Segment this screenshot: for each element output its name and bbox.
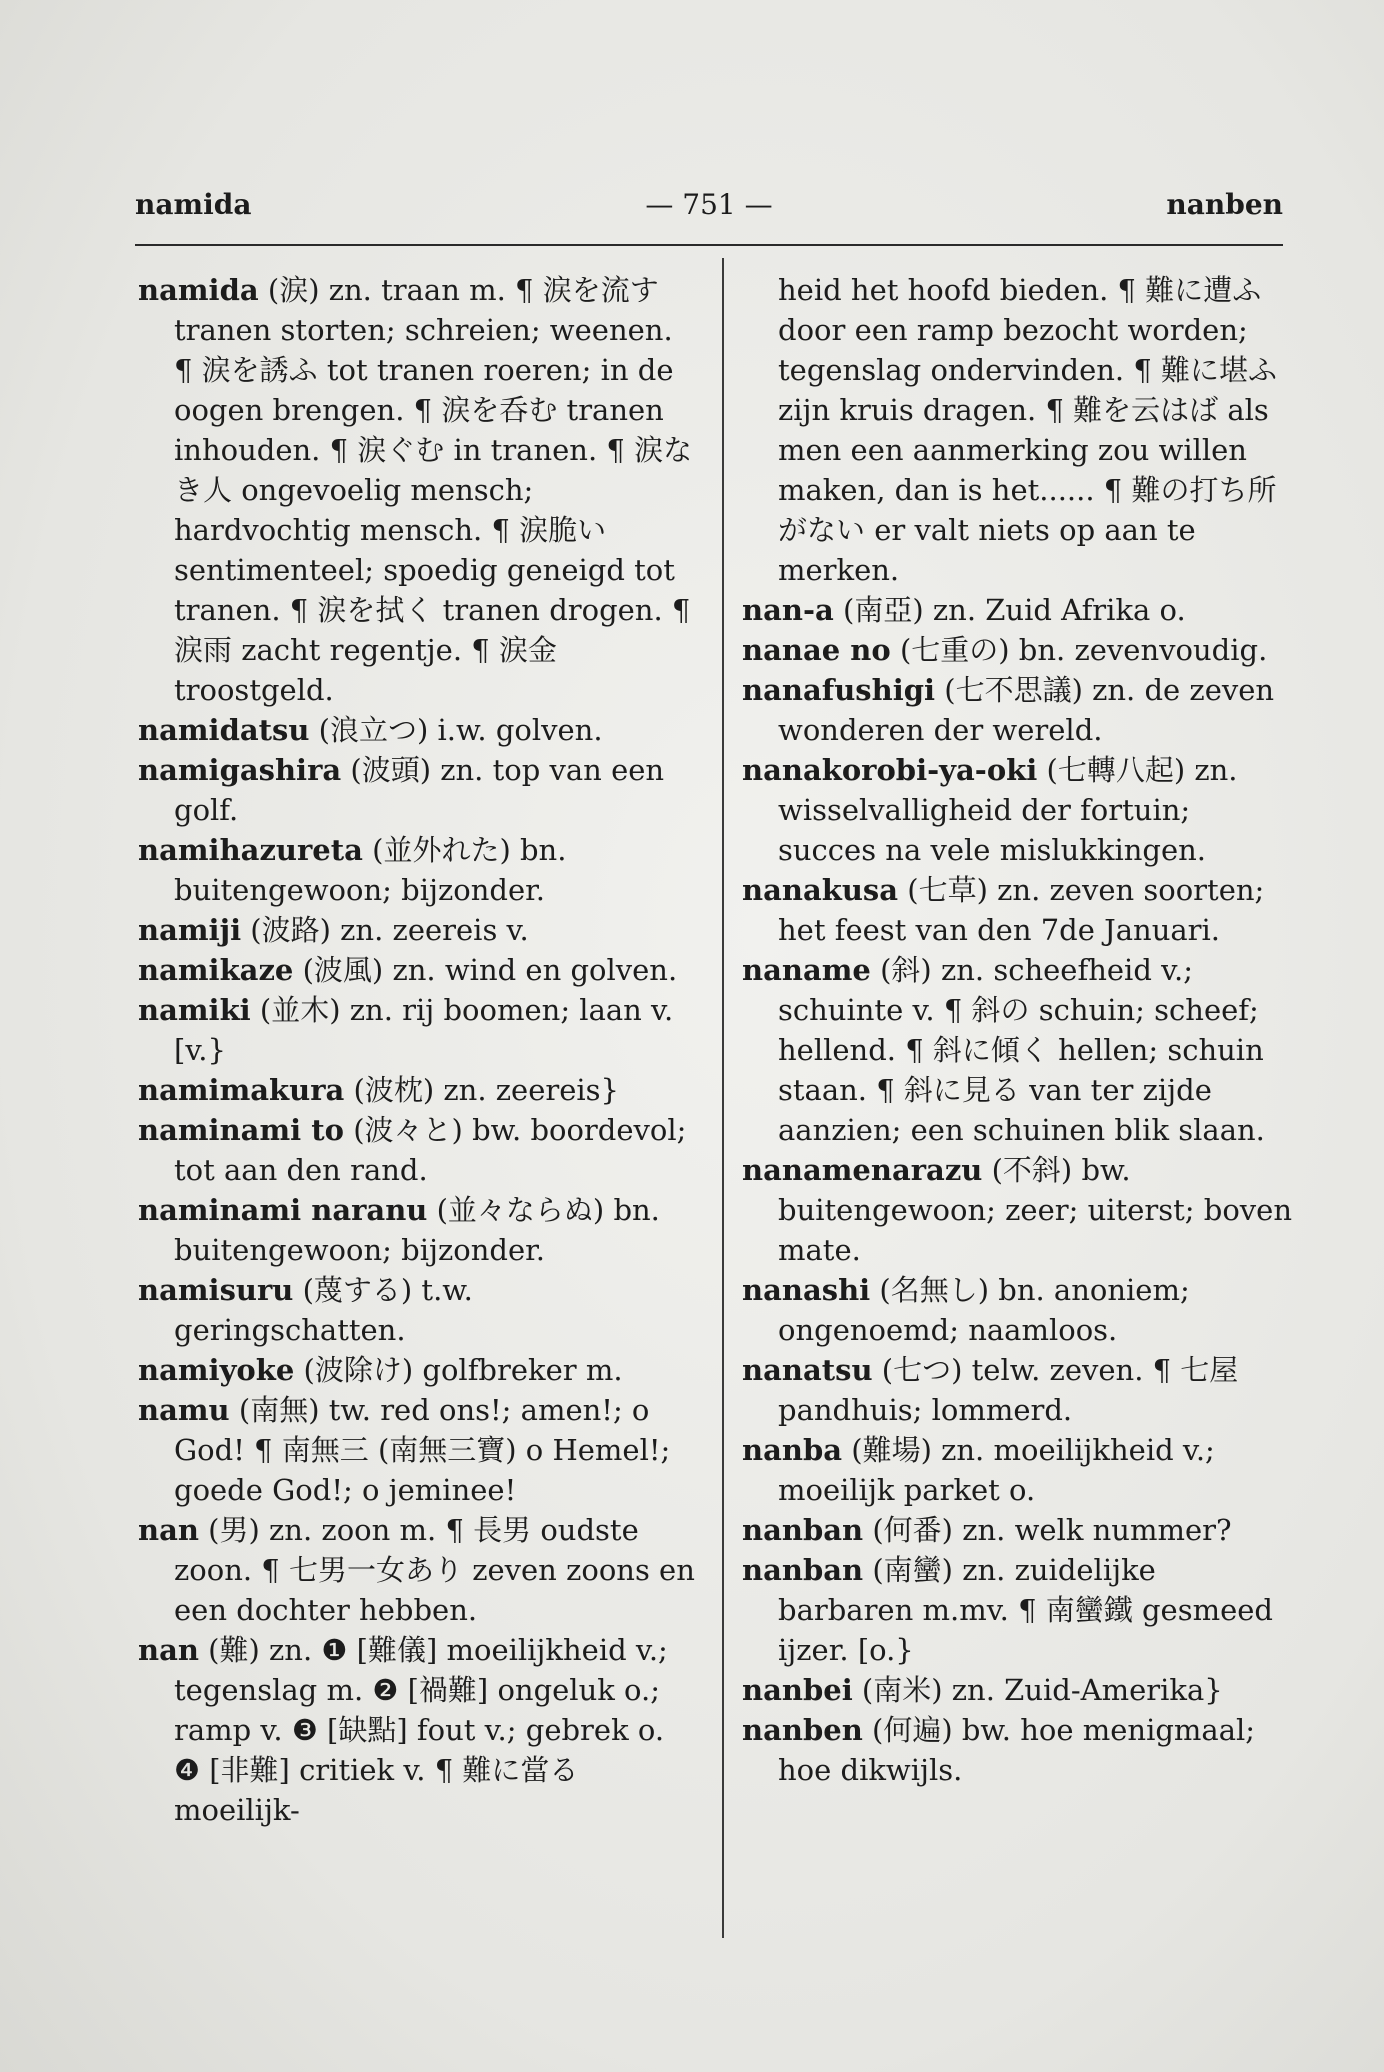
- headword: nanban: [742, 1553, 864, 1587]
- definition: (波々と) bw. boordevol; tot aan den rand.: [174, 1113, 687, 1187]
- dictionary-entry: [742, 1350, 1294, 1430]
- definition: (七重の) bn. zevenvoudig.: [890, 633, 1268, 667]
- headword: nan: [138, 1513, 199, 1547]
- headword: nan-a: [742, 593, 834, 627]
- headword: nanamenarazu: [742, 1153, 983, 1187]
- definition: heid het hoofd bieden. ¶ 難に遭ふ door een ramp bezocht worden; tegenslag ondervinden. ¶ 難に堪ふ zijn kruis dragen. ¶ 難を云はば als men een aanmerking zou willen maken, dan is het...... ¶ 難の打ち所がない er valt niets op aan te merken.: [778, 273, 1278, 587]
- dictionary-entry: [742, 1430, 1294, 1510]
- headword: naminami to: [138, 1113, 344, 1147]
- left-column: [138, 270, 698, 1830]
- headword: naname: [742, 953, 871, 987]
- definition: (波頭) zn. top van een golf.: [174, 753, 665, 827]
- dictionary-entry: [138, 270, 698, 710]
- headword: namisuru: [138, 1273, 294, 1307]
- headword: naminami naranu: [138, 1193, 428, 1227]
- dictionary-entry: [138, 1110, 698, 1190]
- definition: (七轉八起) zn. wisselvalligheid der fortuin; succes na vele mislukkingen.: [778, 753, 1238, 867]
- headword: namiyoke: [138, 1353, 295, 1387]
- definition: (難) zn. ❶ [難儀] moeilijkheid v.; tegenslag m. ❷ [禍難] ongeluk o.; ramp v. ❸ [缺點] fout v.; gebrek o. ❹ [非難] critiek v. ¶ 難に當る moeilijk-: [174, 1633, 668, 1827]
- headword: namiji: [138, 913, 242, 947]
- dictionary-entry-continued: [742, 270, 1294, 590]
- dictionary-entry: [138, 1630, 698, 1830]
- dictionary-entry: [742, 1150, 1294, 1270]
- definition: (男) zn. zoon m. ¶ 長男 oudste zoon. ¶ 七男一女あり zeven zoons en een dochter hebben.: [174, 1513, 695, 1627]
- definition: (難場) zn. moeilijkheid v.; moeilijk parket o.: [778, 1433, 1215, 1507]
- definition: (並々ならぬ) bn. buitengewoon; bijzonder.: [174, 1193, 660, 1267]
- header-left-word: namida: [135, 188, 252, 221]
- headword: namidatsu: [138, 713, 310, 747]
- definition: (波風) zn. wind en golven.: [293, 953, 678, 987]
- right-column: [742, 270, 1294, 1790]
- headword: namihazureta: [138, 833, 363, 867]
- header-right-word: nanben: [1166, 188, 1283, 221]
- headword: namigashira: [138, 753, 342, 787]
- headword: nanben: [742, 1713, 863, 1747]
- definition: (不斜) bw. buitengewoon; zeer; uiterst; boven mate.: [778, 1153, 1292, 1267]
- headword: nanban: [742, 1513, 864, 1547]
- definition: (名無し) bn. anoniem; ongenoemd; naamloos.: [778, 1273, 1190, 1347]
- dictionary-entry: [138, 750, 698, 830]
- headword: nan: [138, 1633, 199, 1667]
- definition: (並木) zn. rij boomen; laan v. [v.}: [174, 993, 674, 1067]
- definition: (七つ) telw. zeven. ¶ 七屋 pandhuis; lommerd.: [778, 1353, 1239, 1427]
- dictionary-entry: [742, 1710, 1294, 1790]
- dictionary-entry: [742, 1270, 1294, 1350]
- dictionary-entry: [138, 910, 698, 950]
- page-header: [135, 188, 1283, 236]
- definition: (斜) zn. scheefheid v.; schuinte v. ¶ 斜の schuin; scheef; hellend. ¶ 斜に傾く hellen; schuin staan. ¶ 斜に見る van ter zijde aanzien; een schuinen blik slaan.: [778, 953, 1265, 1147]
- definition: (七草) zn. zeven soorten; het feest van den 7de Januari.: [778, 873, 1265, 947]
- dictionary-entry: [138, 830, 698, 910]
- dictionary-entry: [138, 1510, 698, 1630]
- dictionary-entry: [138, 1390, 698, 1510]
- headword: nanakorobi-ya-oki: [742, 753, 1038, 787]
- headword: nanba: [742, 1433, 843, 1467]
- dictionary-entry: [138, 950, 698, 990]
- headword: nanbei: [742, 1673, 853, 1707]
- headword: namida: [138, 273, 259, 307]
- dictionary-entry: [138, 1070, 698, 1110]
- dictionary-entry: [742, 1550, 1294, 1670]
- definition: (浪立つ) i.w. golven.: [309, 713, 603, 747]
- column-divider: [722, 258, 724, 1938]
- headword: namu: [138, 1393, 230, 1427]
- dictionary-entry: [138, 1270, 698, 1350]
- dictionary-entry: [742, 950, 1294, 1150]
- dictionary-entry: [742, 630, 1294, 670]
- definition: (何番) zn. welk nummer?: [863, 1513, 1232, 1547]
- dictionary-entry: [138, 1350, 698, 1390]
- dictionary-entry: [742, 1510, 1294, 1550]
- definition: (並外れた) bn. buitengewoon; bijzonder.: [174, 833, 567, 907]
- headword: nanafushigi: [742, 673, 936, 707]
- definition: (涙) zn. traan m. ¶ 涙を流す tranen storten; schreien; weenen. ¶ 涙を誘ふ tot tranen roeren; in de oogen brengen. ¶ 涙を呑む tranen inhouden. ¶ 涙ぐむ in tranen. ¶ 涙なき人 ongevoelig mensch; hardvochtig mensch. ¶ 涙脆い sentimenteel; spoedig geneigd tot tranen. ¶ 涙を拭く tranen drogen. ¶ 涙雨 zacht regentje. ¶ 涙金 troostgeld.: [174, 273, 693, 707]
- headword: namikaze: [138, 953, 294, 987]
- dictionary-entry: [742, 870, 1294, 950]
- dictionary-entry: [742, 750, 1294, 870]
- header-rule: [135, 244, 1283, 246]
- definition: (七不思議) zn. de zeven wonderen der wereld.: [778, 673, 1275, 747]
- headword: nanakusa: [742, 873, 899, 907]
- headword: nanatsu: [742, 1353, 873, 1387]
- definition: (何遍) bw. hoe menigmaal; hoe dikwijls.: [778, 1713, 1256, 1787]
- headword: nanashi: [742, 1273, 871, 1307]
- dictionary-entry: [742, 590, 1294, 630]
- definition: (波路) zn. zeereis v.: [241, 913, 529, 947]
- dictionary-entry: [138, 1190, 698, 1270]
- headword: nanae no: [742, 633, 891, 667]
- headword: namimakura: [138, 1073, 345, 1107]
- headword: namiki: [138, 993, 251, 1027]
- definition: (南米) zn. Zuid-Amerika}: [852, 1673, 1223, 1707]
- dictionary-entry: [742, 1670, 1294, 1710]
- definition: (南無) tw. red ons!; amen!; o God! ¶ 南無三 (南無三寶) o Hemel!; goede God!; o jeminee!: [174, 1393, 671, 1507]
- definition: (南亞) zn. Zuid Afrika o.: [833, 593, 1186, 627]
- definition: (蔑する) t.w. geringschatten.: [174, 1273, 473, 1347]
- definition: (波除け) golfbreker m.: [294, 1353, 623, 1387]
- dictionary-entry: [138, 710, 698, 750]
- dictionary-entry: [138, 990, 698, 1070]
- definition: (南蠻) zn. zuidelijke barbaren m.mv. ¶ 南蠻鐵 gesmeed ijzer. [o.}: [778, 1553, 1273, 1667]
- page-number: — 751 —: [645, 188, 773, 221]
- definition: (波枕) zn. zeereis}: [344, 1073, 620, 1107]
- dictionary-entry: [742, 670, 1294, 750]
